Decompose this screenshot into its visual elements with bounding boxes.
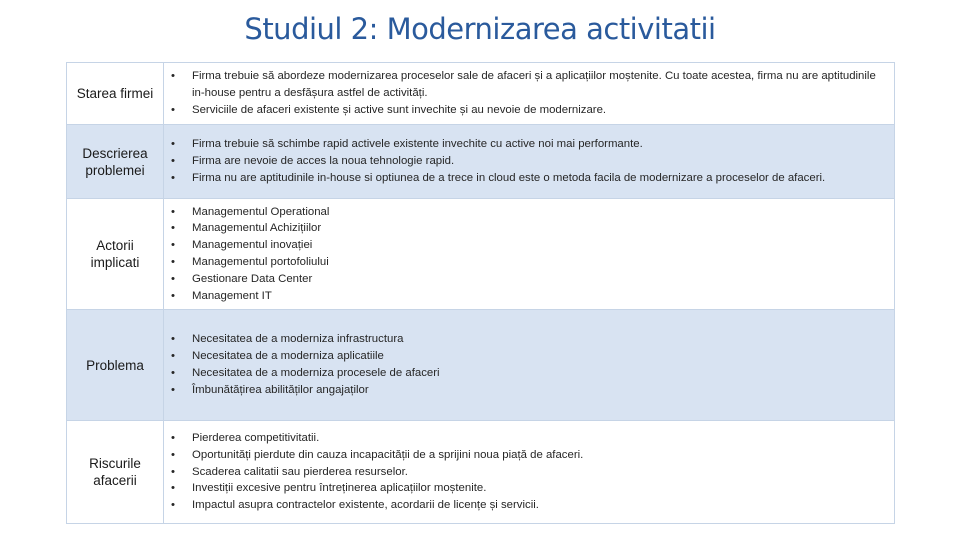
case-study-table: [66, 62, 895, 524]
bullet-item: • Îmbunătățirea abilităților angajaților: [170, 382, 886, 399]
bullet-item: • Managementul Operational: [170, 204, 886, 221]
bullet-item: • Managementul Achizițiilor: [170, 220, 886, 237]
table-row-problema: [67, 310, 895, 421]
table-row-descrierea-problemei: [67, 125, 895, 199]
bullet-item: • Managementul portofoliului: [170, 254, 886, 271]
bullet-item: • Managementul inovației: [170, 237, 886, 254]
bullet-item: • Oportunități pierdute din cauza incapacității de a sprijini noua piață de afaceri.: [170, 447, 886, 464]
bullet-item: • Gestionare Data Center: [170, 271, 886, 288]
bullet-list: [170, 430, 886, 514]
bullet-item: • Scaderea calitatii sau pierderea resurselor.: [170, 464, 886, 481]
bullet-item: • Firma are nevoie de acces la noua tehnologie rapid.: [170, 153, 886, 170]
bullet-item: • Impactul asupra contractelor existente, acordarii de licențe și servicii.: [170, 497, 886, 514]
bullet-item: • Serviciile de afaceri existente și active sunt invechite și au nevoie de modernizare.: [170, 102, 886, 119]
bullet-list: [170, 136, 886, 186]
row-label: Descrierea problemei: [67, 125, 164, 199]
row-label: Riscurile afacerii: [67, 421, 164, 524]
bullet-item: • Pierderea competitivitatii.: [170, 430, 886, 447]
slide-title: Studiul 2: Modernizarea activitatii: [244, 12, 716, 46]
bullet-item: • Necesitatea de a moderniza infrastructura: [170, 331, 886, 348]
row-label: Actorii implicati: [67, 199, 164, 310]
table-row-actorii-implicati: [67, 199, 895, 310]
bullet-item: • Necesitatea de a moderniza procesele de afaceri: [170, 365, 886, 382]
row-label: Problema: [67, 310, 164, 421]
bullet-list: [170, 204, 886, 305]
bullet-item: • Investiții excesive pentru întreținerea aplicațiilor moștenite.: [170, 480, 886, 497]
bullet-item: • Firma trebuie să abordeze modernizarea proceselor sale de afaceri și a aplicațiilor moștenite. Cu toate acestea, firma nu are aptitudinile in-house pentru a desfășura astfel de activități.: [170, 68, 886, 102]
table-row-starea-firmei: [67, 63, 895, 125]
bullet-item: • Firma trebuie să schimbe rapid activele existente invechite cu active noi mai performante.: [170, 136, 886, 153]
bullet-list: [170, 68, 886, 118]
bullet-list: [170, 331, 886, 398]
table-row-riscurile-afacerii: [67, 421, 895, 524]
row-label: Starea firmei: [67, 63, 164, 125]
bullet-item: • Management IT: [170, 288, 886, 305]
bullet-item: • Firma nu are aptitudinile in-house si optiunea de a trece in cloud este o metoda facila de modernizare a proceselor de afaceri.: [170, 170, 886, 187]
bullet-item: • Necesitatea de a moderniza aplicatiile: [170, 348, 886, 365]
